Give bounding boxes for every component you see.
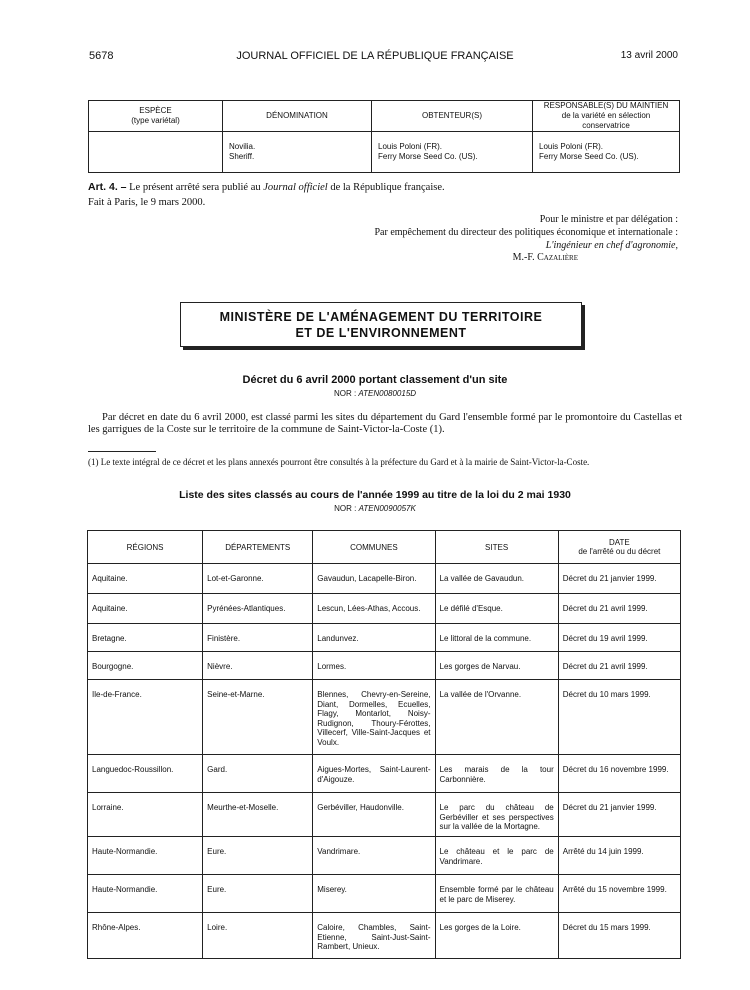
footnote-rule	[88, 451, 156, 452]
header-line: ESPÈCE	[139, 106, 172, 115]
cell-date: Décret du 19 avril 1999.	[558, 624, 680, 652]
cell-region: Haute-Normandie.	[88, 875, 203, 913]
cell-departement: Eure.	[203, 837, 313, 875]
cell-denomination	[223, 132, 372, 173]
table-header-row	[88, 531, 681, 564]
cell-communes: Gerbéviller, Haudonville.	[313, 793, 435, 837]
cell-date: Décret du 16 novembre 1999.	[558, 755, 680, 793]
sites-table	[87, 530, 681, 959]
cell-region: Languedoc-Roussillon.	[88, 755, 203, 793]
cell-departement: Eure.	[203, 875, 313, 913]
cell-region: Bourgogne.	[88, 652, 203, 680]
cell-communes: Lormes.	[313, 652, 435, 680]
cell-region: Lorraine.	[88, 793, 203, 837]
cell-communes: Gavaudun, Lacapelle-Biron.	[313, 564, 435, 594]
cell-region: Bretagne.	[88, 624, 203, 652]
varieties-table	[88, 100, 680, 173]
cell-communes: Aigues-Mortes, Saint-Laurent-d'Aigouze.	[313, 755, 435, 793]
nor-label: NOR :	[334, 504, 359, 513]
cell-site: Les marais de la tour Carbonnière.	[435, 755, 558, 793]
cell-communes: Miserey.	[313, 875, 435, 913]
cell-site: Le château et le parc de Vandrimare.	[435, 837, 558, 875]
table-row	[88, 793, 681, 837]
cell-date: Arrêté du 15 novembre 1999.	[558, 875, 680, 913]
header-subline: de l'arrêté ou du décret	[578, 547, 661, 556]
table-row	[89, 132, 680, 173]
cell-departement: Seine-et-Marne.	[203, 680, 313, 755]
table-row	[88, 913, 681, 959]
cell-line: Novilia.	[229, 142, 256, 151]
cell-region: Ile-de-France.	[88, 680, 203, 755]
signatory-name: M.-F. Cazalière	[512, 252, 578, 263]
ministry-line-2: ET DE L'ENVIRONNEMENT	[295, 326, 467, 340]
cell-date: Décret du 21 janvier 1999.	[558, 564, 680, 594]
cell-region: Aquitaine.	[88, 594, 203, 624]
column-header-responsables	[533, 101, 680, 132]
table-row	[88, 875, 681, 913]
table-row	[88, 837, 681, 875]
column-header-espece	[89, 101, 223, 132]
cell-departement: Pyrénées-Atlantiques.	[203, 594, 313, 624]
article-journal: Journal officiel	[263, 182, 328, 193]
cell-date: Décret du 15 mars 1999.	[558, 913, 680, 959]
table-row	[88, 680, 681, 755]
cell-date: Décret du 10 mars 1999.	[558, 680, 680, 755]
issue-date: 13 avril 2000	[620, 50, 678, 61]
cell-communes: Blennes, Chevry-en-Sereine, Diant, Dormelles, Ecuelles, Flagy, Montarlot, Noisy-Rudignon, Thoury-Férottes, Villecerf, Ville-Saint-Jacques et Voulx.	[313, 680, 435, 755]
cell-date: Décret du 21 avril 1999.	[558, 652, 680, 680]
cell-departement: Gard.	[203, 755, 313, 793]
cell-departement: Nièvre.	[203, 652, 313, 680]
cell-date: Décret du 21 avril 1999.	[558, 594, 680, 624]
article-label: Art. 4. –	[88, 181, 127, 193]
column-header-sites: SITES	[435, 531, 558, 564]
column-header-departements: DÉPARTEMENTS	[203, 531, 313, 564]
cell-site: Les gorges de la Loire.	[435, 913, 558, 959]
table-row	[88, 594, 681, 624]
cell-line: Ferry Morse Seed Co. (US).	[539, 152, 639, 161]
article-4	[88, 181, 688, 193]
nor-code: ATEN0080015D	[358, 389, 417, 398]
sites-list-title: Liste des sites classés au cours de l'année 1999 au titre de la loi du 2 mai 1930	[179, 489, 571, 501]
column-header-communes: COMMUNES	[313, 531, 435, 564]
cell-communes: Lescun, Lées-Athas, Accous.	[313, 594, 435, 624]
journal-title: JOURNAL OFFICIEL DE LA RÉPUBLIQUE FRANÇAISE	[236, 50, 514, 62]
sites-list-nor	[0, 504, 750, 513]
column-header-date	[558, 531, 680, 564]
cell-departement: Finistère.	[203, 624, 313, 652]
page-number: 5678	[89, 50, 114, 62]
cell-site: La vallée de Gavaudun.	[435, 564, 558, 594]
table-row	[88, 755, 681, 793]
nor-code: ATEN0090057K	[358, 504, 416, 513]
ministry-line-1: MINISTÈRE DE L'AMÉNAGEMENT DU TERRITOIRE	[219, 310, 543, 324]
cell-line: Sheriff.	[229, 152, 255, 161]
header-line: RESPONSABLE(S) DU MAINTIEN	[543, 101, 669, 110]
cell-line: Ferry Morse Seed Co. (US).	[378, 152, 478, 161]
cell-region: Rhône-Alpes.	[88, 913, 203, 959]
article-text-end: de la République française.	[327, 182, 445, 193]
cell-communes: Landunvez.	[313, 624, 435, 652]
cell-site: La vallée de l'Orvanne.	[435, 680, 558, 755]
sites-table-body	[88, 564, 681, 959]
cell-site: Les gorges de Narvau.	[435, 652, 558, 680]
decree-nor	[0, 389, 750, 398]
cell-site: Le défilé d'Esque.	[435, 594, 558, 624]
column-header-denomination	[223, 101, 372, 132]
table-row	[88, 652, 681, 680]
cell-site: Ensemble formé par le château et le parc de Miserey.	[435, 875, 558, 913]
cell-site: Le littoral de la commune.	[435, 624, 558, 652]
cell-responsables	[533, 132, 680, 173]
column-header-regions: RÉGIONS	[88, 531, 203, 564]
cell-date: Décret du 21 janvier 1999.	[558, 793, 680, 837]
cell-obtenteurs	[372, 132, 533, 173]
header-subline: de la variété en sélection conservatrice	[561, 111, 651, 130]
cell-communes: Vandrimare.	[313, 837, 435, 875]
signature-line-1: Pour le ministre et par délégation :	[539, 214, 678, 225]
cell-communes: Caloire, Chambles, Saint-Etienne, Saint-Just-Saint-Rambert, Unieux.	[313, 913, 435, 959]
decree-body: Par décret en date du 6 avril 2000, est classé parmi les sites du département du Gard l'ensemble formé par le promontoire du Castellas et les garrigues de la Coste sur le territoire de la commune de Saint-Victor-la-Coste (1).	[88, 412, 682, 435]
nor-label: NOR :	[333, 389, 359, 398]
table-row	[88, 624, 681, 652]
cell-date: Arrêté du 14 juin 1999.	[558, 837, 680, 875]
footnote: (1) Le texte intégral de ce décret et les plans annexés pourront être consultés à la préfecture du Gard et à la mairie de Saint-Victor-la-Coste.	[88, 457, 590, 467]
signature-line-3: L'ingénieur en chef d'agronomie,	[545, 240, 678, 251]
ministry-heading	[180, 302, 582, 347]
table-row	[88, 564, 681, 594]
cell-region: Haute-Normandie.	[88, 837, 203, 875]
fait-a-paris: Fait à Paris, le 9 mars 2000.	[88, 197, 206, 208]
header-line: DÉNOMINATION	[266, 111, 328, 120]
header-line: OBTENTEUR(S)	[422, 111, 482, 120]
cell-site: Le parc du château de Gerbéviller et ses perspectives sur la vallée de la Mortagne.	[435, 793, 558, 837]
cell-espece	[89, 132, 223, 173]
cell-departement: Meurthe-et-Moselle.	[203, 793, 313, 837]
cell-departement: Lot-et-Garonne.	[203, 564, 313, 594]
table-header-row	[89, 101, 680, 132]
cell-line: Louis Poloni (FR).	[539, 142, 604, 151]
article-text: Le présent arrêté sera publié au	[126, 182, 264, 193]
column-header-obtenteurs	[372, 101, 533, 132]
header-line: DATE	[608, 538, 630, 547]
header-subline: (type variétal)	[131, 116, 180, 125]
cell-line: Louis Poloni (FR).	[378, 142, 443, 151]
decree-title: Décret du 6 avril 2000 portant classement d'un site	[242, 374, 508, 386]
cell-departement: Loire.	[203, 913, 313, 959]
signature-line-2: Par empêchement du directeur des politiques économique et internationale :	[374, 227, 678, 238]
cell-region: Aquitaine.	[88, 564, 203, 594]
